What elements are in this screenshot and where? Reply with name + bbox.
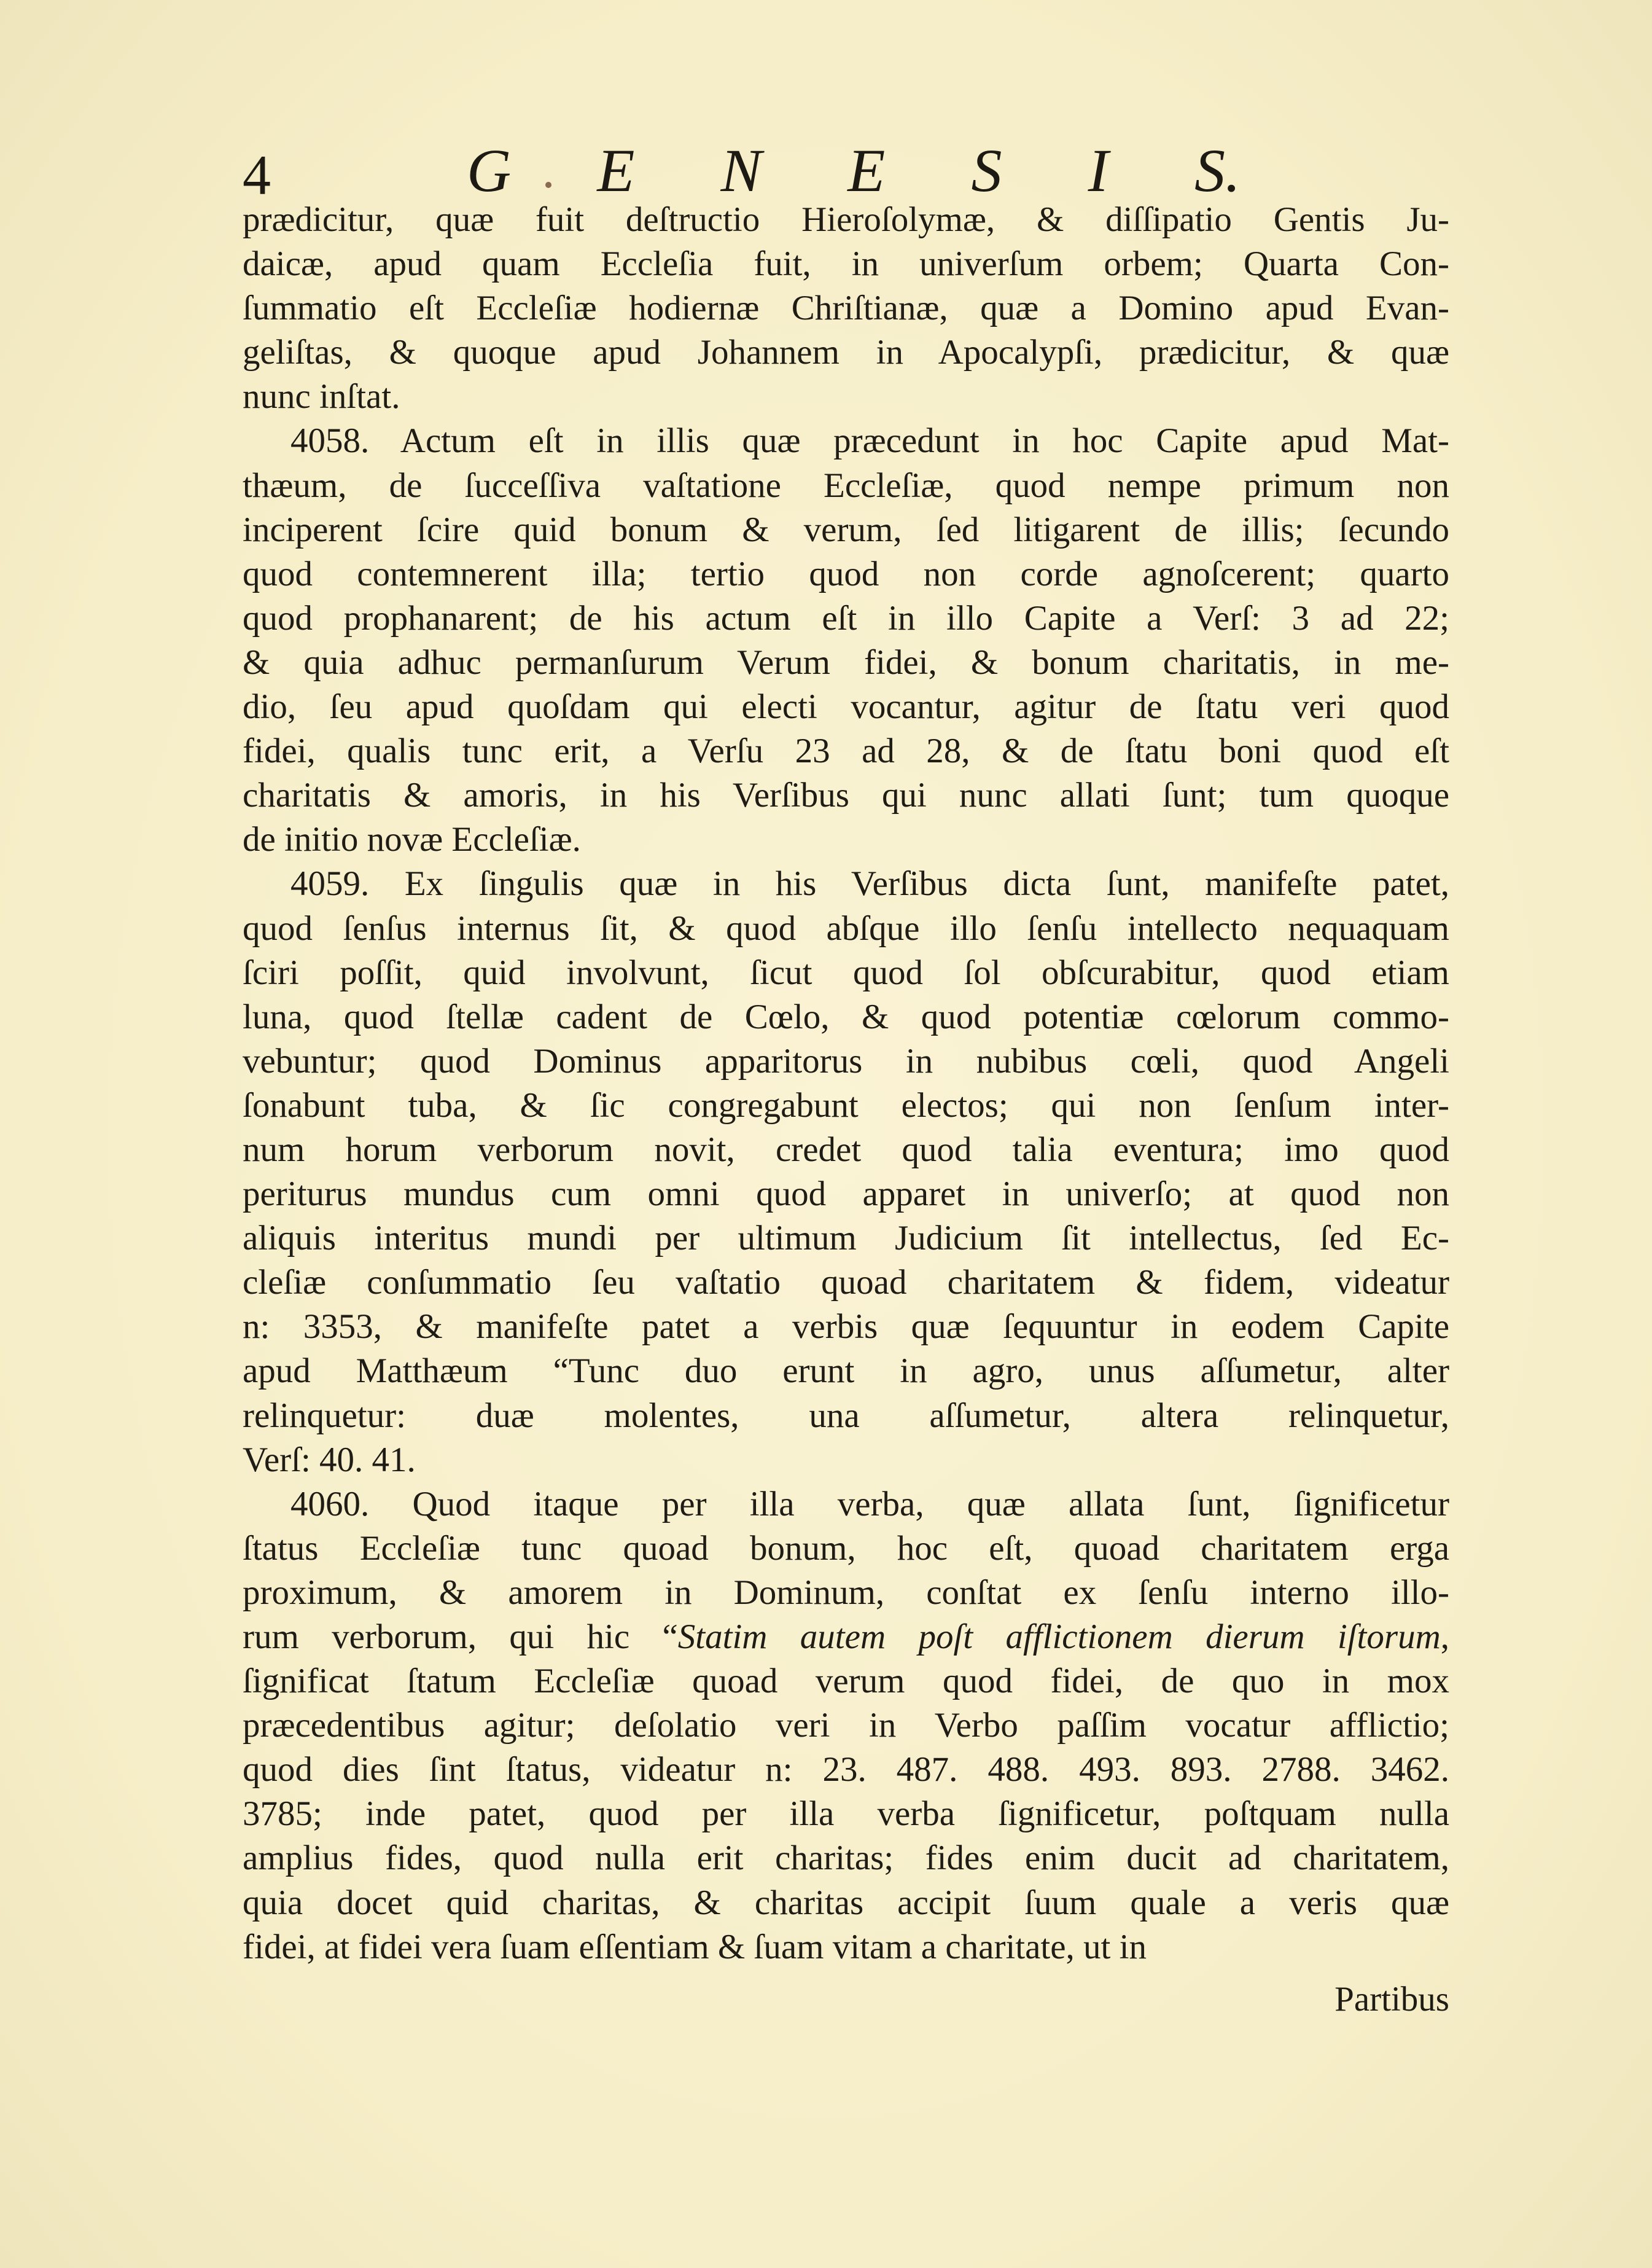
text-line: 4059. Ex ſingulis quæ in his Verſibus dicta ſunt, manifeſte patet, [290, 864, 1449, 904]
text-line: nunc inſtat. [243, 377, 400, 416]
text-line: quia docet quid charitas, & charitas accipit ſuum quale a veris quæ [243, 1883, 1449, 1922]
text-line: num horum verborum novit, credet quod talia eventura; imo quod [243, 1130, 1449, 1169]
running-head-letter: S [971, 136, 1002, 205]
text-line: apud Matthæum “Tunc duo erunt in agro, unus aſſumetur, alter [243, 1351, 1449, 1391]
text-line: inciperent ſcire quid bonum & verum, ſed litigarent de illis; ſecundo [243, 510, 1449, 549]
paragraph [243, 862, 1449, 1482]
text-line: 3785; inde patet, quod per illa verba ſignificetur, poſtquam nulla [243, 1794, 1449, 1834]
text-line: luna, quod ſtellæ cadent de Cœlo, & quod potentiæ cœlorum commo- [243, 997, 1449, 1036]
text-segment: , [1440, 1617, 1449, 1656]
text-line: 4058. Actum eſt in illis quæ præcedunt in hoc Capite apud Mat- [290, 421, 1449, 461]
text-segment: rum verborum, qui hic “ [243, 1617, 678, 1656]
paragraph [243, 419, 1449, 862]
text-line: quod contemnerent illa; tertio quod non corde agnoſcerent; quarto [243, 554, 1449, 593]
text-line: ſciri poſſit, quid involvunt, ſicut quod ſol obſcurabitur, quod etiam [243, 953, 1449, 992]
text-line: prædicitur, quæ fuit deſtructio Hieroſolymæ, & diſſipatio Gentis Ju- [243, 200, 1449, 239]
text-line: ſignificat ſtatum Eccleſiæ quoad verum quod fidei, de quo in mox [243, 1662, 1449, 1701]
running-head-letter: N [720, 136, 762, 205]
running-head [467, 135, 1241, 206]
running-head-letter: G [467, 136, 512, 205]
text-line [243, 1615, 1449, 1659]
text-line: vebuntur; quod Dominus apparitorus in nubibus cœli, quod Angeli [243, 1041, 1449, 1081]
italic-quotation: Statim autem poſt afflictionem dierum iſtorum [677, 1617, 1441, 1656]
text-line: 4060. Quod itaque per illa verba, quæ allata ſunt, ſignificetur [290, 1484, 1449, 1523]
text-line: fidei, qualis tunc erit, a Verſu 23 ad 28, & de ſtatu boni quod eſt [243, 732, 1449, 771]
text-line: cleſiæ conſummatio ſeu vaſtatio quoad charitatem & fidem, videatur [243, 1263, 1449, 1302]
paragraph [243, 198, 1449, 419]
catchword: Partibus [1334, 1980, 1449, 2019]
text-line: daicæ, apud quam Eccleſia fuit, in univerſum orbem; Quarta Con- [243, 244, 1449, 284]
text-line: quod prophanarent; de his actum eſt in illo Capite a Verſ: 3 ad 22; [243, 598, 1449, 638]
text-line: proximum, & amorem in Dominum, conſtat ex ſenſu interno illo- [243, 1573, 1449, 1612]
text-line: & quia adhuc permanſurum Verum fidei, & bonum charitatis, in me- [243, 643, 1449, 682]
text-line: geliſtas, & quoque apud Johannem in Apocalypſi, prædicitur, & quæ [243, 333, 1449, 372]
text-line: aliquis interitus mundi per ultimum Judicium ſit intellectus, ſed Ec- [243, 1219, 1449, 1258]
running-head-letter: I [1088, 136, 1108, 205]
body-text [243, 198, 1449, 1969]
text-line: fidei, at fidei vera ſuam eſſentiam & ſuam vitam a charitate, ut in [243, 1927, 1147, 1966]
running-head-letter: E [847, 136, 886, 205]
text-line: thæum, de ſucceſſiva vaſtatione Eccleſiæ, quod nempe primum non [243, 466, 1449, 505]
text-line: præcedentibus agitur; deſolatio veri in Verbo paſſim vocatur afflictio; [243, 1706, 1449, 1745]
text-line: quod ſenſus internus ſit, & quod abſque illo ſenſu intellecto nequaquam [243, 909, 1449, 948]
text-line: periturus mundus cum omni quod apparet in univerſo; at quod non [243, 1175, 1449, 1214]
text-line: charitatis & amoris, in his Verſibus qui nunc allati ſunt; tum quoque [243, 776, 1449, 815]
text-line: amplius fides, quod nulla erit charitas; fides enim ducit ad charitatem, [243, 1839, 1449, 1878]
text-line: dio, ſeu apud quoſdam qui electi vocantur, agitur de ſtatu veri quod [243, 687, 1449, 727]
running-head-letter: S. [1194, 136, 1241, 205]
paragraph [243, 1482, 1449, 1969]
text-line: ſtatus Eccleſiæ tunc quoad bonum, hoc eſt, quoad charitatem erga [243, 1528, 1449, 1568]
text-line: n: 3353, & manifeſte patet a verbis quæ ſequuntur in eodem Capite [243, 1307, 1449, 1347]
text-line: de initio novæ Eccleſiæ. [243, 820, 581, 859]
page-number: 4 [243, 144, 271, 206]
ink-spot [545, 182, 551, 188]
text-line: quod dies ſint ſtatus, videatur n: 23. 487. 488. 493. 893. 2788. 3462. [243, 1750, 1449, 1789]
text-line: relinquetur: duæ molentes, una aſſumetur, altera relinquetur, [243, 1396, 1449, 1435]
text-line: Verſ: 40. 41. [243, 1440, 416, 1479]
running-head-letter: E [597, 136, 635, 205]
text-line: ſummatio eſt Eccleſiæ hodiernæ Chriſtianæ, quæ a Domino apud Evan- [243, 289, 1449, 328]
text-line: ſonabunt tuba, & ſic congregabunt electos; qui non ſenſum inter- [243, 1085, 1449, 1125]
